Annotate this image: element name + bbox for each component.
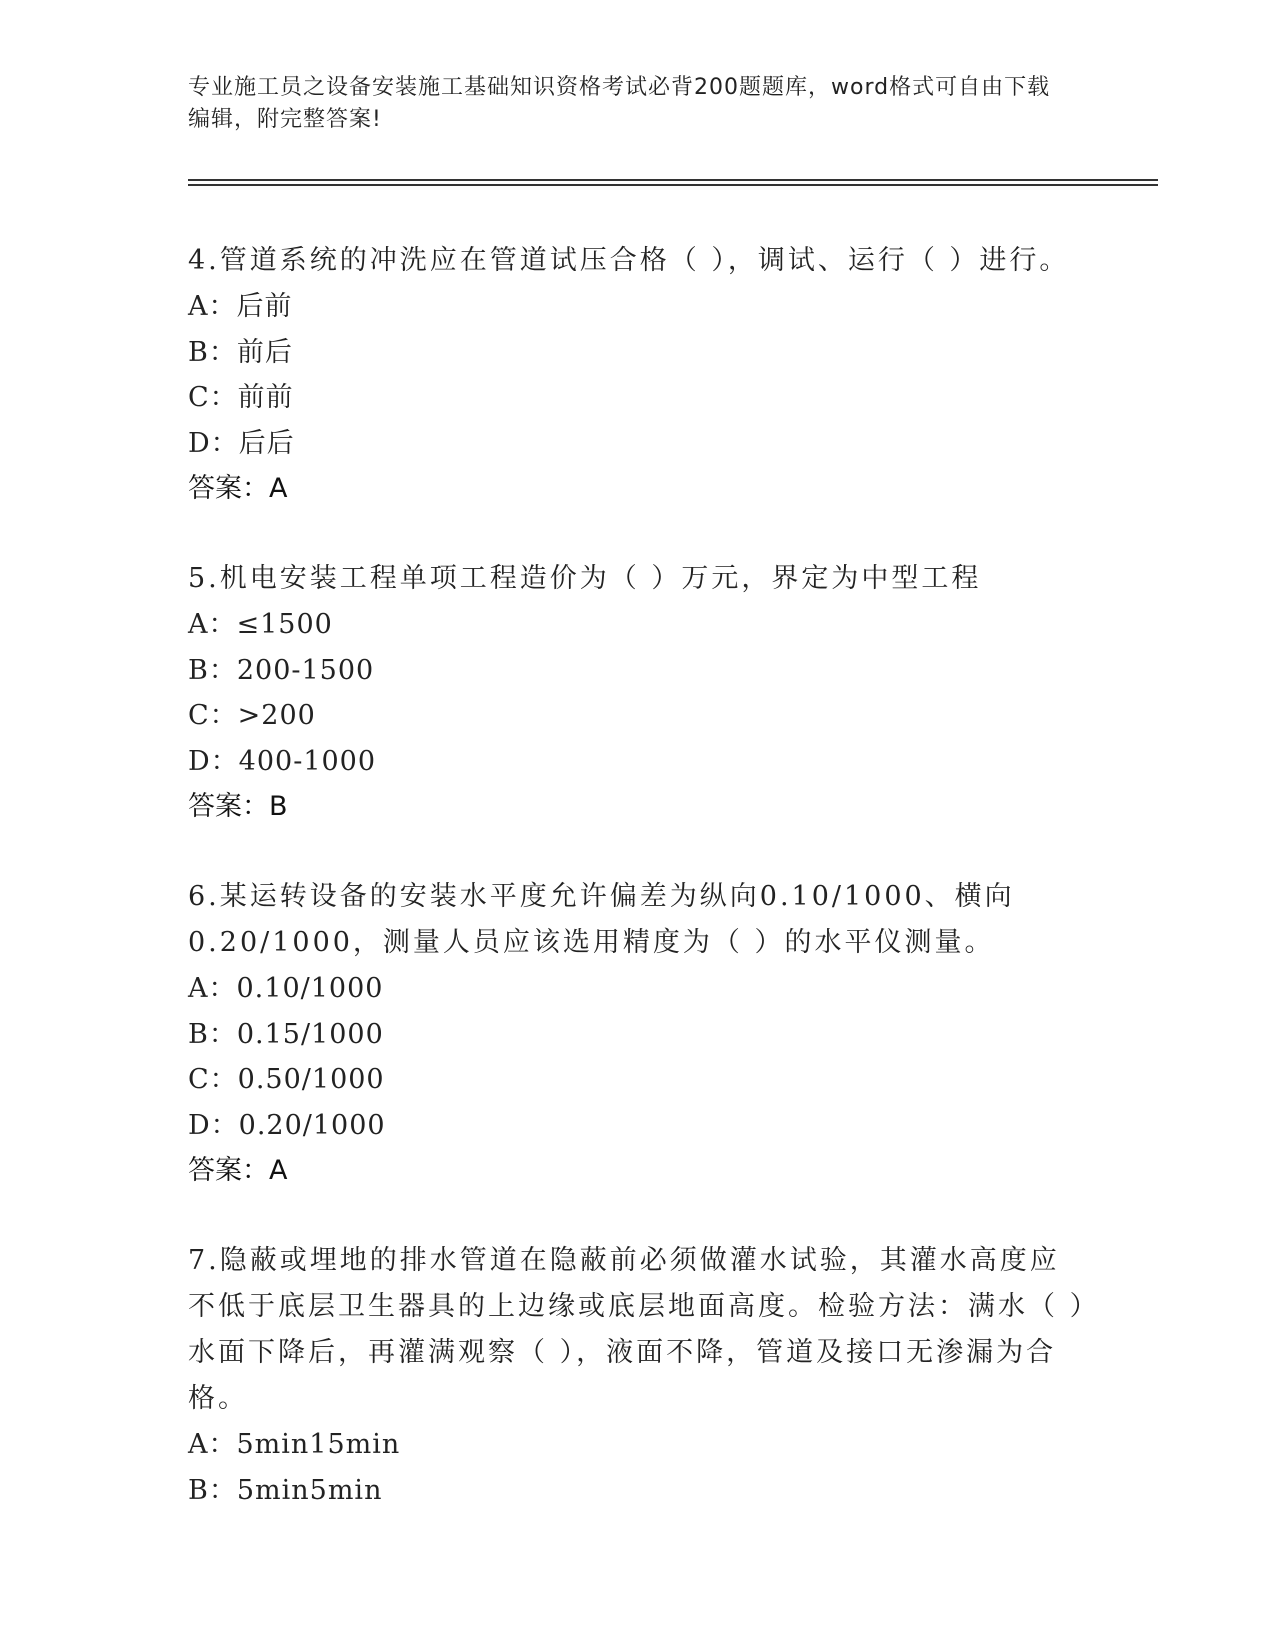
option-c — [188, 375, 1088, 421]
option-value: ≤1500 — [236, 609, 333, 640]
option-a — [188, 966, 1088, 1012]
option-value: 0.20/1000 — [238, 1109, 386, 1141]
option-value: 5min5min — [236, 1474, 383, 1506]
header-rule-bottom — [188, 184, 1158, 186]
option-a — [188, 284, 1088, 330]
option-key: C： — [188, 1064, 238, 1095]
option-b — [188, 648, 1088, 694]
option-key: A： — [188, 1429, 237, 1460]
option-key: A： — [188, 973, 237, 1004]
option-value: 0.10/1000 — [236, 973, 384, 1004]
question-4 — [188, 238, 1088, 512]
option-d — [188, 1103, 1088, 1149]
option-key: D： — [188, 1109, 239, 1141]
option-c — [188, 693, 1088, 739]
option-key: A： — [188, 291, 237, 322]
option-c — [188, 1057, 1088, 1103]
option-a — [188, 1422, 1088, 1468]
question-list — [188, 238, 1088, 1557]
question-text: 7.隐蔽或埋地的排水管道在隐蔽前必须做灌水试验，其灌水高度应不低于底层卫生器具的上边缘或底层地面高度。检验方法：满水（ ）水面下降后，再灌满观察（ ），液面不降，管道及接口无渗漏为合格。 — [188, 1245, 1087, 1414]
option-key: D： — [188, 745, 239, 777]
option-key: B： — [188, 1018, 237, 1050]
option-value: 前前 — [237, 382, 294, 413]
option-value: 0.50/1000 — [237, 1064, 385, 1095]
option-key: B： — [188, 1474, 237, 1506]
option-d — [188, 421, 1088, 467]
option-key: C： — [188, 382, 238, 413]
question-text: 5.机电安装工程单项工程造价为（ ）万元，界定为中型工程 — [188, 563, 982, 594]
option-b — [188, 330, 1088, 376]
question-text: 4.管道系统的冲洗应在管道试压合格（ ），调试、运行（ ）进行。 — [188, 245, 1070, 276]
option-key: C： — [188, 700, 238, 731]
option-value: 0.15/1000 — [236, 1018, 384, 1050]
option-value: >200 — [237, 700, 316, 731]
option-b — [188, 1012, 1088, 1058]
option-value: 后前 — [236, 291, 293, 322]
option-key: B： — [188, 654, 237, 686]
option-key: D： — [188, 427, 239, 459]
option-b — [188, 1468, 1088, 1514]
option-value: 5min15min — [236, 1429, 401, 1460]
option-value: 200-1500 — [236, 654, 375, 686]
answer-line: 答案：B — [188, 791, 288, 822]
option-d — [188, 739, 1088, 785]
option-key: A： — [188, 609, 237, 640]
document-header: 专业施工员之设备安装施工基础知识资格考试必背200题题库，word格式可自由下载编辑，附完整答案! — [188, 75, 1051, 132]
option-key: B： — [188, 336, 237, 368]
question-5 — [188, 556, 1088, 830]
option-value: 后后 — [238, 427, 295, 459]
option-value: 400-1000 — [238, 745, 377, 777]
answer-line: 答案：A — [188, 473, 288, 504]
option-a — [188, 602, 1088, 648]
answer-line: 答案：A — [188, 1155, 288, 1186]
question-text: 6.某运转设备的安装水平度允许偏差为纵向0.10/1000、横向0.20/1000，测量人员应该选用精度为（ ）的水平仪测量。 — [188, 881, 1015, 958]
header-rule-top — [188, 179, 1158, 181]
question-6 — [188, 874, 1088, 1194]
question-7 — [188, 1238, 1088, 1513]
option-value: 前后 — [236, 336, 293, 368]
